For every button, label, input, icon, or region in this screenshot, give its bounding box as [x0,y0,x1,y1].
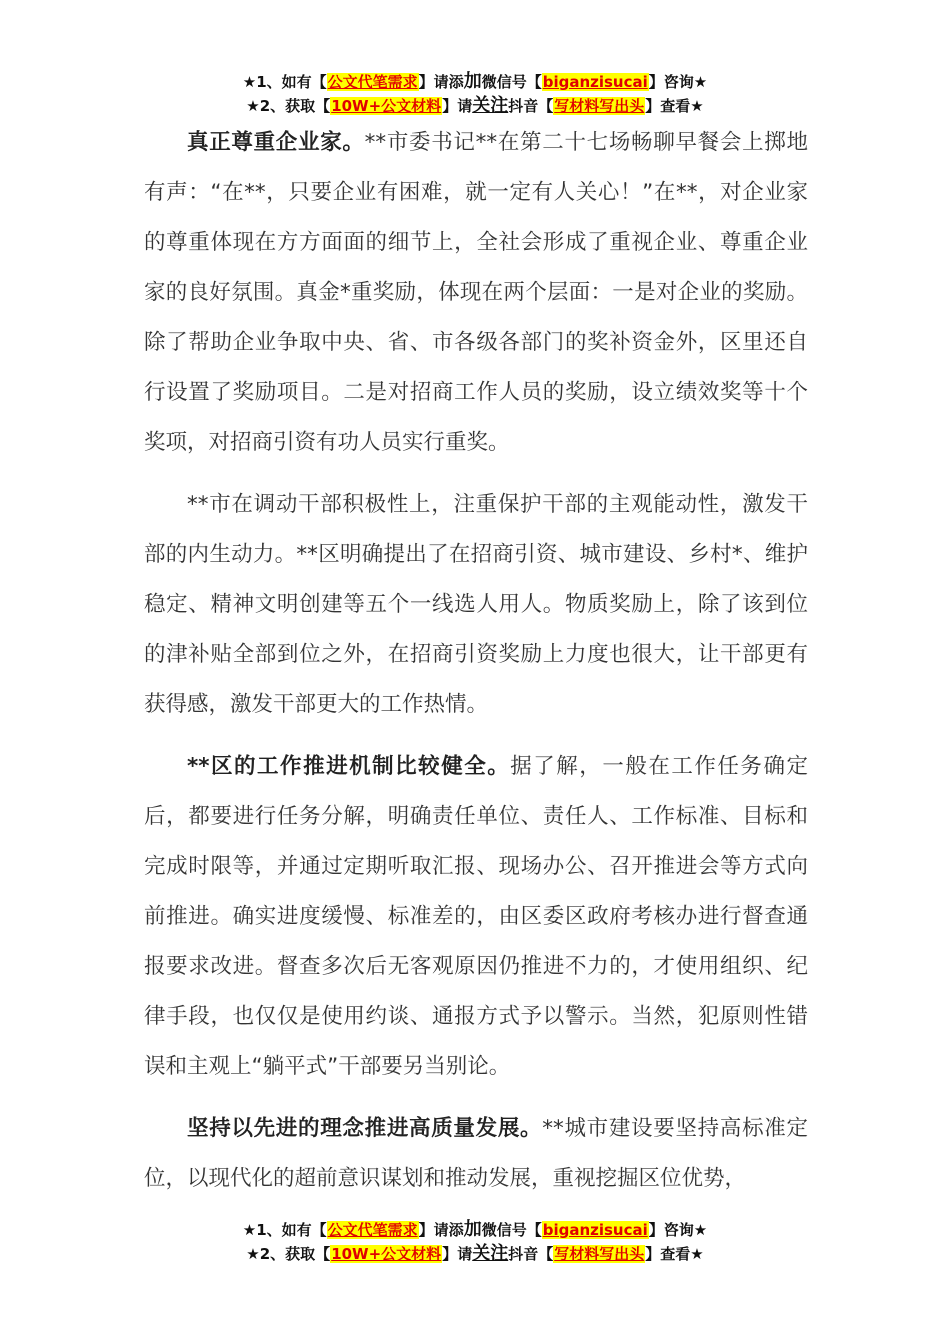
banner-line-2: ★2、获取【10W+公文材料】请关注抖音【写材料写出头】查看★ [246,95,704,116]
douyin-highlight: 写材料写出头 [554,1245,645,1263]
service-highlight: 公文代笔需求 [327,73,418,91]
paragraph: **市在调动干部积极性上，注重保护干部的主观能动性，激发干部的内生动力。**区明确提出了在招商引资、城市建设、乡村*、维护稳定、精神文明创建等五个一线选人用人。物质奖励上，除了该到位的津补贴全部到位之外，在招商引资奖励上力度也很大，让干部更有获得感，激发干部更大的工作热情。 [144,492,808,717]
paragraph: **区的工作推进机制比较健全。据了解，一般在工作任务确定后，都要进行任务分解，明确责任单位、责任人、工作标准、目标和完成时限等，并通过定期听取汇报、现场办公、召开推进会等方式向前推进。确实进度缓慢、标准差的，由区委区政府考核办进行督查通报要求改进。督查多次后无客观原因仍推进不力的，才使用组织、纪律手段，也仅仅是使用约谈、通报方式予以警示。当然，犯原则性错误和主观上“躺平式”干部要另当别论。 [144,754,808,1079]
materials-highlight: 10W+公文材料 [331,1245,442,1263]
banner-line-1: ★1、如有【公文代笔需求】请添加微信号【biganzisucai】咨询★ [242,71,708,92]
bottom-banner [0,1218,950,1266]
top-banner [0,70,950,118]
wechat-id-highlight: biganzisucai [542,73,648,91]
banner-line-1: ★1、如有【公文代笔需求】请添加微信号【biganzisucai】咨询★ [242,1219,708,1240]
materials-highlight: 10W+公文材料 [331,97,442,115]
banner-line-2: ★2、获取【10W+公文材料】请关注抖音【写材料写出头】查看★ [246,1243,704,1264]
paragraph: 坚持以先进的理念推进高质量发展。**城市建设要坚持高标准定位，以现代化的超前意识谋划和推动发展，重视挖掘区位优势， [144,1116,808,1191]
service-highlight: 公文代笔需求 [327,1221,418,1239]
document-body [144,118,808,1204]
paragraph: 真正尊重企业家。**市委书记**在第二十七场畅聊早餐会上掷地有声：“在**，只要企业有困难，就一定有人关心！”在**，对企业家的尊重体现在方方面面的细节上，全社会形成了重视企业、尊重企业家的良好氛围。真金*重奖励，体现在两个层面：一是对企业的奖励。除了帮助企业争取中央、省、市各级各部门的奖补资金外，区里还自行设置了奖励项目。二是对招商工作人员的奖励，设立绩效奖等十个奖项，对招商引资有功人员实行重奖。 [144,130,808,455]
douyin-highlight: 写材料写出头 [554,97,645,115]
wechat-id-highlight: biganzisucai [542,1221,648,1239]
